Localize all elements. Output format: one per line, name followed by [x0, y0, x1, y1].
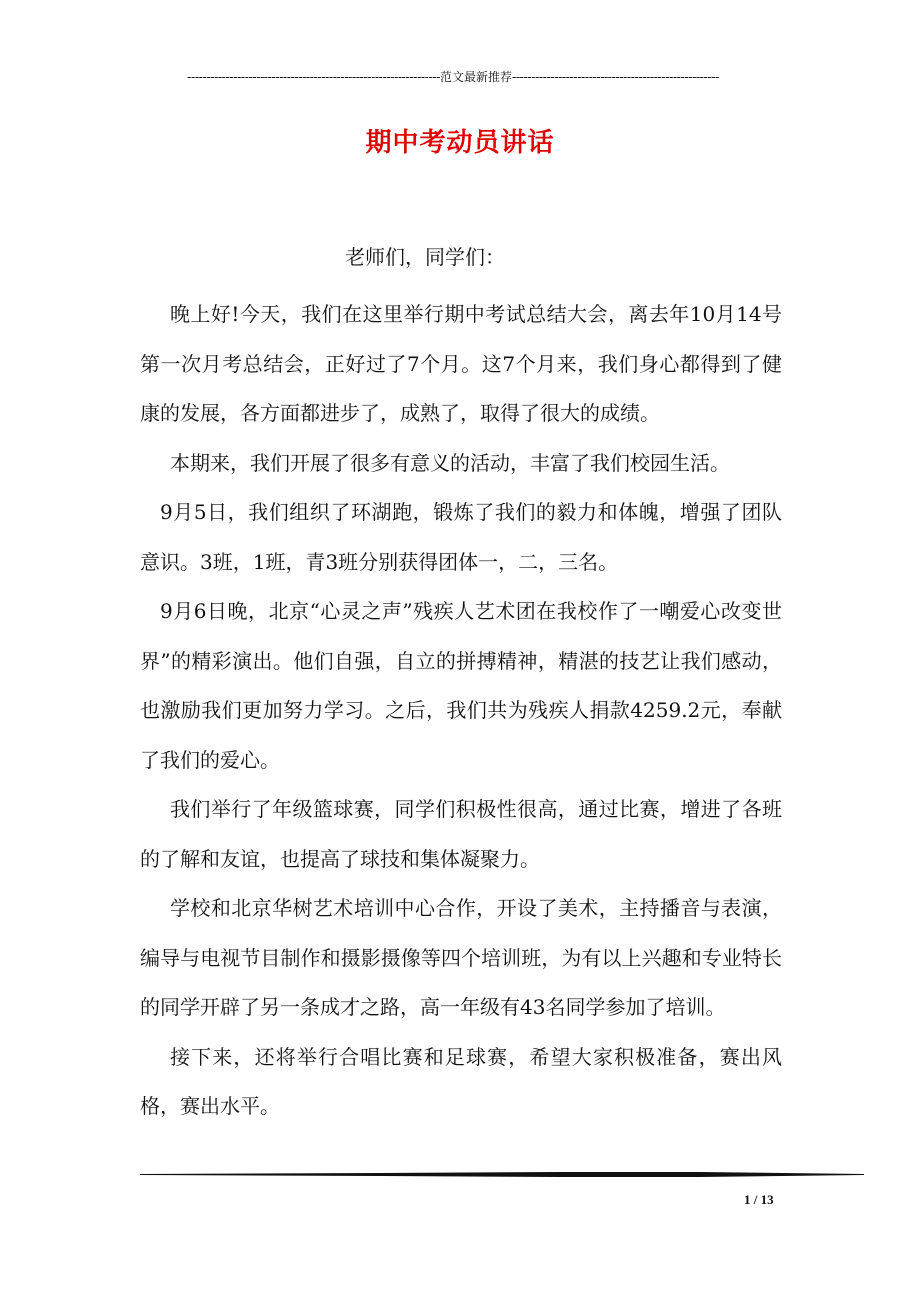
- document-title: 期中考动员讲话: [365, 128, 555, 158]
- paragraph-5: 我们举行了年级篮球赛，同学们积极性很高，通过比赛，增进了各班的了解和友谊，也提高了球技和集体凝聚力。: [140, 797, 782, 871]
- footer-rule: [140, 1170, 864, 1180]
- page-header: [140, 68, 766, 86]
- document-body: [140, 241, 782, 1132]
- paragraph-6: 学校和北京华树艺术培训中心合作，开设了美术，主持播音与表演，编导与电视节目制作和摄影摄像等四个培训班，为有以上兴趣和专业特长的同学开辟了另一条成才之路，高一年级有43名同学参加了培训。: [140, 896, 782, 1019]
- paragraph-3: 9月5日，我们组织了环湖跑，锻炼了我们的毅力和体魄，增强了团队意识。3班，1班，青3班分别获得团体一，二，三名。: [140, 500, 782, 574]
- header-dashes-right: ------------------------------------------------------: [511, 70, 719, 84]
- header-dashes-left: ------------------------------------------------------------------: [187, 70, 440, 84]
- header-label: 范文最新推荐: [439, 70, 512, 84]
- paragraph-1: 晚上好!今天，我们在这里举行期中考试总结大会，离去年10月14号第一次月考总结会，正好过了7个月。这7个月来，我们身心都得到了健康的发展，各方面都进步了，成熟了，取得了很大的成绩。: [140, 302, 782, 425]
- paragraph-4: 9月6日晚，北京“心灵之声”残疾人艺术团在我校作了一嘲爱心改变世界”的精彩演出。他们自强，自立的拼搏精神，精湛的技艺让我们感动，也激励我们更加努力学习。之后，我们共为残疾人捐款4259.2元，奉献了我们的爱心。: [140, 599, 782, 772]
- page-number: 1 / 13: [744, 1192, 774, 1207]
- paragraph-2: 本期来，我们开展了很多有意义的活动，丰富了我们校园生活。: [170, 450, 730, 475]
- paragraph-7: 接下来，还将举行合唱比赛和足球赛，希望大家积极准备，赛出风格，赛出水平。: [140, 1044, 782, 1118]
- greeting: 老师们，同学们：: [345, 245, 505, 269]
